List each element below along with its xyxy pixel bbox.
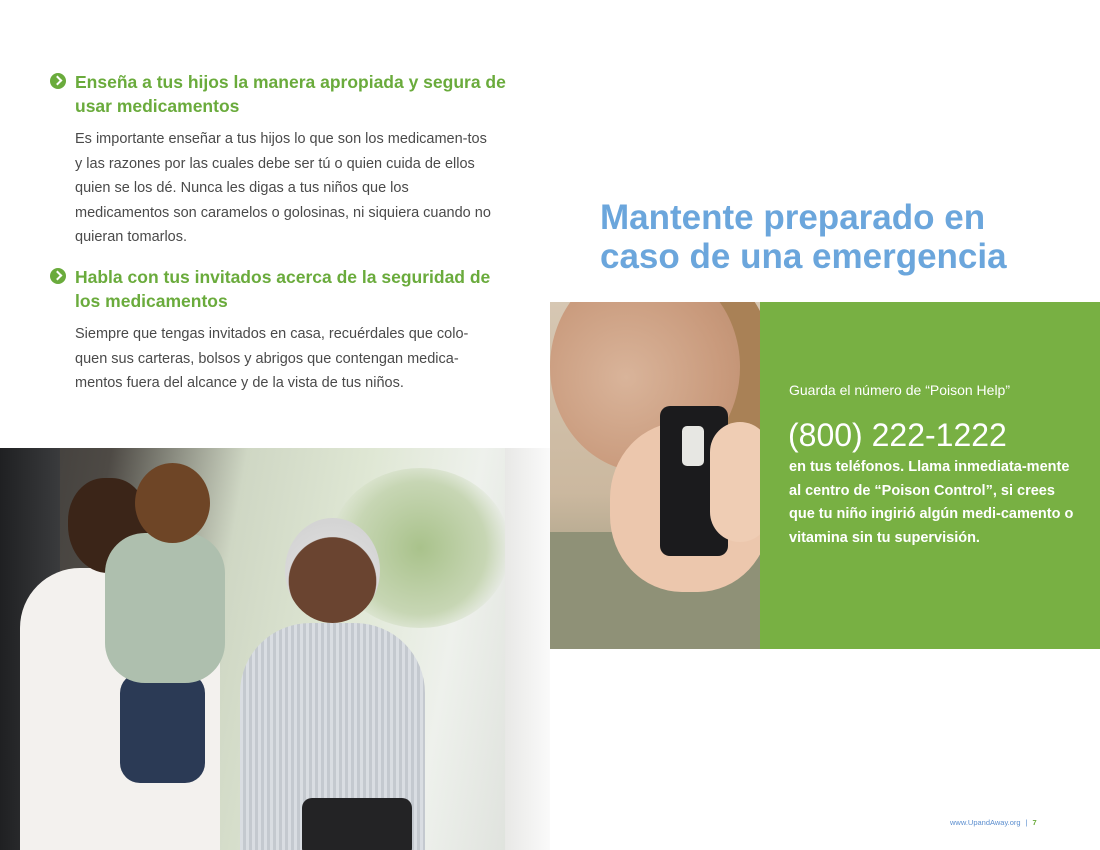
hand-fingers [710, 422, 760, 542]
page-footer [950, 817, 1037, 829]
poison-help-label: Guarda el número de “Poison Help” [789, 382, 1011, 398]
family-photo [0, 448, 550, 850]
poison-help-phone-number: (800) 222-1222 [788, 417, 1007, 453]
child-head [135, 463, 210, 543]
section-title: Habla con tus invitados acerca de la seguridad de los medicamentos [75, 267, 491, 311]
section-body: Es importante enseñar a tus hijos lo que son los medicamen-tos y las razones por las cuales debe ser tú o quien cuida de ellos quien se los dé. Nunca les digas a tus niños que los medicamentos son caramelos o golosinas, ni siquiera cuando no quieran tomarlos. [75, 131, 491, 245]
phone-photo [550, 302, 760, 649]
grandmother-head [285, 518, 380, 623]
footer-separator: | [1025, 818, 1028, 827]
poison-help-instructions: en tus teléfonos. Llama inmediata-mente al centro de “Poison Control”, si crees que tu niño ingirió algún medi-camento o vitamina sin tu supervisión. [789, 459, 1074, 546]
emergency-title: Mantente preparado en caso de una emergencia [600, 198, 1007, 276]
poison-help-box [760, 302, 1100, 649]
child-legs [120, 673, 205, 783]
child-figure [95, 463, 235, 783]
grandmother-figure [240, 518, 430, 850]
child-body [105, 533, 225, 683]
page-number: 7 [1032, 818, 1037, 827]
phone-button [682, 426, 704, 466]
section-talk-to-guests [50, 265, 520, 396]
footer-url[interactable]: www.UpandAway.org [950, 818, 1021, 827]
handbag [302, 798, 412, 850]
section-teach-children [50, 70, 520, 250]
chevron-right-icon [50, 268, 66, 284]
section-heading [50, 265, 520, 313]
chevron-right-icon [50, 73, 66, 89]
section-heading [50, 70, 520, 118]
section-body: Siempre que tengas invitados en casa, recuérdales que colo-quen sus carteras, bolsos y abrigos que contengan medica-mentos fuera del alcance y de la vista de tus niños. [75, 326, 469, 391]
door-frame-right [505, 448, 550, 850]
section-title: Enseña a tus hijos la manera apropiada y segura de usar medicamentos [75, 72, 506, 116]
